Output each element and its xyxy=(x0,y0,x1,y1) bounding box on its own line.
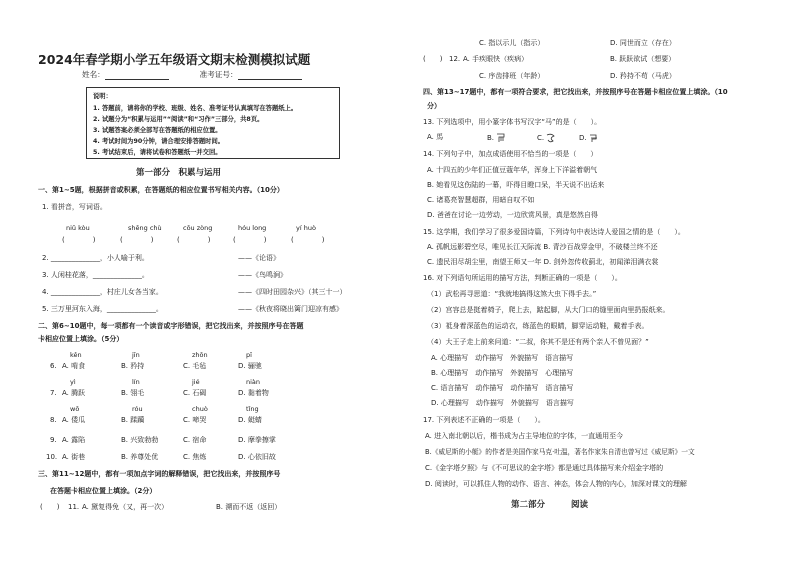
q6-row xyxy=(50,362,57,371)
exam-no-label: 准考证号： xyxy=(199,70,238,79)
q-number: 5. xyxy=(42,305,49,313)
choice-option[interactable] xyxy=(579,133,599,143)
choice-option[interactable]: D. 阅读时，可以抓住人物的动作、语言、神态，体会人物的内心，加深对课文的理解 xyxy=(425,480,687,488)
choice-option[interactable]: C. 指以示儿（指示） xyxy=(479,39,545,47)
q1-blank[interactable]: ( ) xyxy=(233,236,267,244)
q-number: 4. xyxy=(42,288,49,296)
choice-option[interactable]: A. 馬 xyxy=(427,133,444,141)
q1-blank[interactable]: ( ) xyxy=(120,236,154,244)
q1-blank[interactable]: ( ) xyxy=(291,236,325,244)
choice-option[interactable] xyxy=(537,133,556,143)
q-pinyin: zhōn xyxy=(192,351,208,359)
choice-option[interactable]: C. 石碣 xyxy=(183,389,207,397)
section4-heading-cont: 分） xyxy=(427,102,441,110)
choice-option[interactable]: B. 跃跃欲试（想要） xyxy=(610,55,676,63)
q-number: 6. xyxy=(50,362,57,370)
fill-blank[interactable]: 三万里河东入海，______________ xyxy=(50,305,156,313)
fill-text: 。 xyxy=(155,305,163,313)
choice-option[interactable]: D. 同世而立（存在） xyxy=(610,39,676,47)
choice-option[interactable]: D. 黏着物 xyxy=(238,389,269,397)
fill-text: ，村庄儿女各当家。 xyxy=(99,288,163,296)
choice-option[interactable]: A. 街巷 xyxy=(62,453,86,461)
q1-blank[interactable]: ( ) xyxy=(62,236,96,244)
fill-line xyxy=(42,271,149,280)
q-number: 10. xyxy=(46,453,58,461)
q1-pinyin: cōu zòng xyxy=(183,224,213,232)
q-pinyin: lín xyxy=(132,378,140,386)
q16-item: （4）大王子走上前来问道：“二叔，你其不是还有两个亲人不曾见面？” xyxy=(427,338,649,346)
section2-heading: 二、第6~10题中，每一项都有一个读音或字形错误，把它找出来，并按照序号在答题 xyxy=(38,322,304,330)
q1-pinyin: niǔ kòu xyxy=(66,224,90,232)
choice-option[interactable]: D. 蜓蜻 xyxy=(238,416,262,424)
choice-option[interactable]: B. 心理描写 动作描写 外貌描写 心理描写 xyxy=(431,369,574,377)
name-label: 姓名： xyxy=(82,70,105,79)
fill-blank[interactable]: ______________ xyxy=(50,288,100,296)
q-pinyin: jié xyxy=(192,378,200,386)
name-blank[interactable] xyxy=(105,71,169,80)
notice-line: 3. 试题答案必须全部写在答题纸的相应位置。 xyxy=(93,127,222,134)
q-pinyin: niàn xyxy=(246,378,261,386)
fill-text: 。 xyxy=(141,271,149,279)
choice-option[interactable]: C.《金字塔夕照》与《不可思议的金字塔》都是通过具体描写来介绍金字塔的 xyxy=(425,464,664,472)
q-pinyin: chuò xyxy=(192,405,208,413)
fill-source: ——《四时田园杂兴》（其三十一） xyxy=(238,288,347,296)
q-number: 2. xyxy=(42,254,49,262)
q-pinyin: jīn xyxy=(132,351,140,359)
choice-option[interactable]: A. 心理描写 动作描写 外貌描写 语言描写 xyxy=(431,354,574,362)
choice-option[interactable]: A. 黛复得免（又，再一次） xyxy=(82,503,169,511)
notice-line: 4. 考试时间为90分钟，请合理安排答题时间。 xyxy=(93,138,225,145)
notice-line: 5. 考试结束后，请将试卷和答题纸一并交回。 xyxy=(93,149,222,156)
fill-text: ，小人喻于利。 xyxy=(99,254,149,262)
cursive-ma-icon xyxy=(546,133,556,143)
choice-option[interactable]: B.《威尼斯的小艇》的作者是美国作家马克·吐温，著名作家朱自清也曾写过《威尼斯》一文 xyxy=(425,448,695,456)
name-field xyxy=(82,70,302,80)
notice-line: 1. 答题前，请将你的学校、班级、姓名、准考证号认真填写在答题纸上。 xyxy=(93,105,298,112)
q12-paren[interactable]: ( ) xyxy=(423,55,443,63)
notice-line: 2. 试题分为“积累与运用”“阅读”和“习作”三部分，共8页。 xyxy=(93,116,264,123)
q-number: 9. xyxy=(50,436,57,444)
choice-option[interactable]: C. 毛毡 xyxy=(183,362,207,370)
choice-option[interactable]: C. 序齿排班（年龄） xyxy=(479,72,545,80)
right-column xyxy=(397,0,794,561)
simplified-ma-icon xyxy=(589,133,599,143)
q16-item: （3）祗身着深蓝色的运动衣，练蓝色的眼睛，脚穿运动鞋，戴着手表。 xyxy=(427,322,649,330)
q1-pinyin: shēng chù xyxy=(128,224,162,232)
choice-option[interactable]: B. 她看见这伤陆的一幕，吓得目瞪口呆，半天说不出话来 xyxy=(427,181,605,189)
notice-title: 说明： xyxy=(93,93,112,100)
fill-source: ——《论语》 xyxy=(238,254,280,262)
section3-heading-cont: 在答题卡相应位置上填涂。（2分） xyxy=(50,487,157,495)
choice-option[interactable]: D. 爸爸在讨论一边劳动，一边欣赏风景，真是悠然自得 xyxy=(427,211,598,219)
section2-heading-cont: 卡相应位置上填涂。（5分） xyxy=(38,335,124,343)
choice-option[interactable]: B. 翎毛 xyxy=(121,389,145,397)
choice-option[interactable]: A. 手疾眼快（疾病） xyxy=(463,55,529,63)
choice-option[interactable]: C. 焦炼 xyxy=(183,453,207,461)
option-label: C. xyxy=(537,134,545,142)
q13-stem: 13. 下列选项中，用小篆字体书写汉字“马”的是（ ）。 xyxy=(423,118,602,126)
exam-no-blank[interactable] xyxy=(238,71,302,80)
fill-blank[interactable]: 人闲桂花落，______________ xyxy=(50,271,142,279)
fill-source: ——《鸟鸣涧》 xyxy=(238,271,287,279)
fill-line xyxy=(42,288,163,297)
choice-option[interactable]: D. 矜持不苟（马虎） xyxy=(610,72,676,80)
part2-title: 第二部分 xyxy=(511,500,546,510)
choice-option[interactable]: D. 心理描写 动作描写 外貌描写 语言描写 xyxy=(431,399,574,407)
q-pinyin: wō xyxy=(70,405,80,413)
section1-heading: 一、第1~5题，根据拼音或积累，在答题纸的相应位置书写相关内容。（10分） xyxy=(38,186,284,194)
q-number: 11. xyxy=(68,503,80,511)
choice-option[interactable]: B. 矜持 xyxy=(121,362,145,370)
q-pinyin: tǐng xyxy=(246,405,259,413)
q16-item: （1）武松再寻思道：“我就地搞得这煞大虫下得手去。” xyxy=(427,290,597,298)
q-number: 3. xyxy=(42,271,49,279)
section3-heading: 三、第11~12题中，都有一项加点字词的解释错误，把它找出来，并按照序号 xyxy=(38,470,281,478)
choice-option[interactable]: A. 十四五的少年们正值豆蔻年华，浑身上下洋溢着朝气 xyxy=(427,166,598,174)
q1-blank[interactable]: ( ) xyxy=(177,236,211,244)
part2-subtitle: 阅读 xyxy=(570,500,588,510)
choice-option[interactable] xyxy=(487,133,506,143)
seal-script-ma-icon xyxy=(496,133,506,143)
part1-heading: 第一部分 积累与运用 xyxy=(136,168,222,178)
q1-pinyin: yí huò xyxy=(296,224,316,232)
q-number: 8. xyxy=(50,416,57,424)
q15-stem: 15. 这学期，我们学习了很多爱国诗篇，下列诗句中表达诗人爱国之情的是（ ）。 xyxy=(423,228,685,236)
choice-option[interactable]: A. 腾跃 xyxy=(62,389,86,397)
q16-stem: 16. 对下列语句所运用的描写方法，判断正确的一项是（ ）。 xyxy=(423,274,622,282)
choice-option[interactable]: D. 摩拳擦掌 xyxy=(238,436,276,444)
choice-option[interactable]: C. 遗民泪尽胡尘里，南望王师又一年 D. 剑外忽传收蓟北，初闻涕泪满衣裳 xyxy=(427,258,659,266)
q-pinyin: kěn xyxy=(70,351,82,359)
q1-label: 1. 看拼音，写词语。 xyxy=(42,203,107,211)
q1-pinyin: hóu long xyxy=(238,224,267,232)
q17-stem: 17. 下列表述不正确的一项是（ ）。 xyxy=(423,416,545,424)
option-label: B. xyxy=(487,134,495,142)
choice-option[interactable]: A. 孤帆远影碧空尽，唯见长江天际流 B. 青沙百战穿金甲，不破楼兰终不还 xyxy=(427,243,658,251)
choice-option[interactable]: A. 露陷 xyxy=(62,436,86,444)
fill-line xyxy=(42,305,163,314)
choice-option[interactable]: A. 倭瓜 xyxy=(62,416,86,424)
q16-item: （2）宫容总是挺着椅子，爬上去，踮起脚，从大门口的缝里面向里扔报纸来。 xyxy=(427,306,670,314)
q-number: 12. xyxy=(449,55,461,63)
choice-option[interactable]: D. 心依旧故 xyxy=(238,453,276,461)
choice-option[interactable]: B. 养尊处优 xyxy=(121,453,159,461)
section4-heading: 四、第13~17题中，都有一项符合要求，把它找出来，并按照序号在答题卡相应位置上填涂。（10 xyxy=(423,88,728,96)
option-label: D. xyxy=(579,134,587,142)
notice-box xyxy=(86,87,340,159)
fill-source: ——《秋夜将晓出篱门迎凉有感》 xyxy=(238,305,343,313)
choice-option[interactable]: A. 啃食 xyxy=(62,362,86,370)
part2-heading xyxy=(511,500,588,510)
choice-option[interactable]: D. 骊驰 xyxy=(238,362,262,370)
fill-line xyxy=(42,254,149,263)
q11-paren[interactable]: ( ) xyxy=(40,503,60,511)
fill-blank[interactable]: ______________ xyxy=(50,254,100,262)
choice-option[interactable]: B. 溯而不返（返回） xyxy=(216,503,282,511)
choice-option[interactable]: B. 蹂躏 xyxy=(121,416,145,424)
choice-option[interactable]: A. 进入南北朝以后，楷书成为占主导地位的字体，一直通用至今 xyxy=(425,432,624,440)
choice-option[interactable]: C. 语言描写 动作描写 动作描写 语言描写 xyxy=(431,384,574,392)
q-pinyin: pī xyxy=(246,351,252,359)
q-pinyin: róu xyxy=(132,405,143,413)
q13-opts xyxy=(427,133,443,142)
q-number: 7. xyxy=(50,389,57,397)
choice-option[interactable]: C. 诸葛亮智慧超群，用暗自叹不如 xyxy=(427,196,535,204)
q-pinyin: yì xyxy=(70,378,76,386)
q14-stem: 14. 下列句子中，加点成语使用不恰当的一项是（ ） xyxy=(423,150,598,158)
choice-option[interactable]: C. 宿命 xyxy=(183,436,207,444)
choice-option[interactable]: B. 兴致勃勃 xyxy=(121,436,159,444)
page-title: 2024年春学期小学五年级语文期末检测模拟试题 xyxy=(38,52,311,67)
choice-option[interactable]: C. 啼哭 xyxy=(183,416,207,424)
